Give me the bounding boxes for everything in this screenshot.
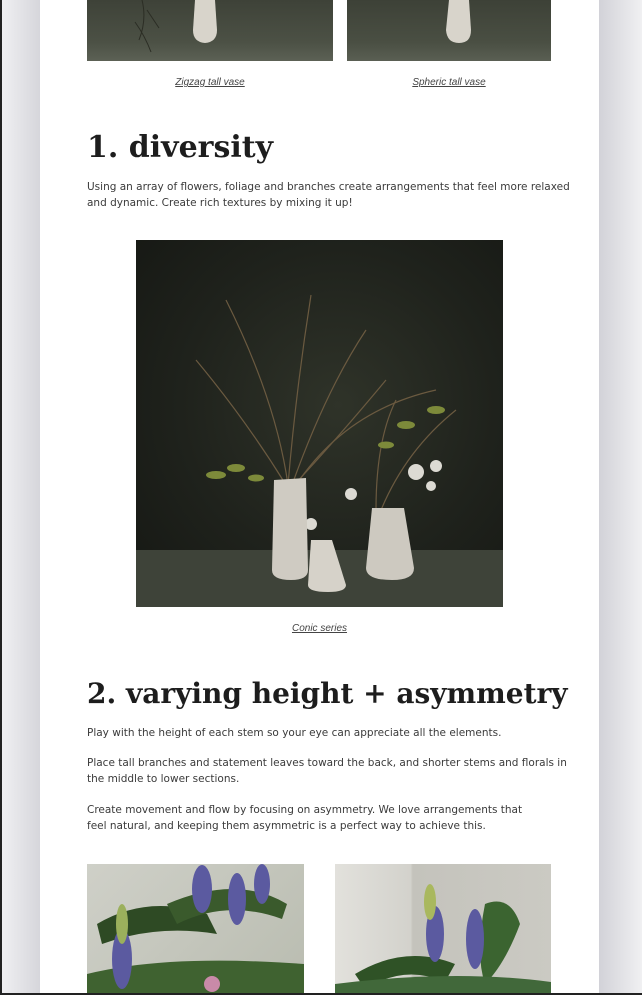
conic-series-caption[interactable]: Conic series (291, 623, 348, 634)
lupine-image-left (87, 864, 304, 993)
paragraph-line: Place tall branches and statement leaves toward the back, and shorter stems and florals in (87, 757, 567, 769)
spheric-vase-photo[interactable] (347, 0, 551, 61)
article-page (40, 0, 599, 993)
spheric-vase-image (347, 0, 551, 61)
spheric-vase-caption[interactable]: Spheric tall vase (412, 77, 486, 88)
page-gutter-left (2, 0, 40, 993)
asymmetry-paragraph (87, 802, 522, 834)
zigzag-vase-caption[interactable]: Zigzag tall vase (175, 77, 245, 88)
placement-paragraph (87, 755, 567, 787)
zigzag-vase-photo[interactable] (87, 0, 333, 61)
paragraph-line: Using an array of flowers, foliage and branches create arrangements that feel more relaxed (87, 181, 570, 193)
lupine-arrangement-photo-left[interactable] (87, 864, 304, 993)
section-heading-diversity: 1. diversity (87, 130, 274, 165)
conic-series-photo[interactable] (136, 240, 503, 607)
paragraph-line: the middle to lower sections. (87, 773, 240, 785)
height-paragraph (87, 725, 501, 741)
paragraph-line: Create movement and flow by focusing on asymmetry. We love arrangements that (87, 804, 523, 816)
paragraph-line: feel natural, and keeping them asymmetric is a perfect way to achieve this. (87, 820, 486, 832)
zigzag-vase-image (87, 0, 333, 61)
conic-series-image (136, 240, 503, 607)
paragraph-line: and dynamic. Create rich textures by mixing it up! (87, 197, 353, 209)
section-heading-varying-height: 2. varying height + asymmetry (87, 677, 568, 710)
lupine-arrangement-photo-right[interactable] (335, 864, 551, 993)
diversity-paragraph (87, 179, 570, 211)
page-gutter-right (599, 0, 642, 993)
paragraph-line: Play with the height of each stem so your eye can appreciate all the elements. (87, 727, 502, 739)
lupine-image-right (335, 864, 551, 993)
